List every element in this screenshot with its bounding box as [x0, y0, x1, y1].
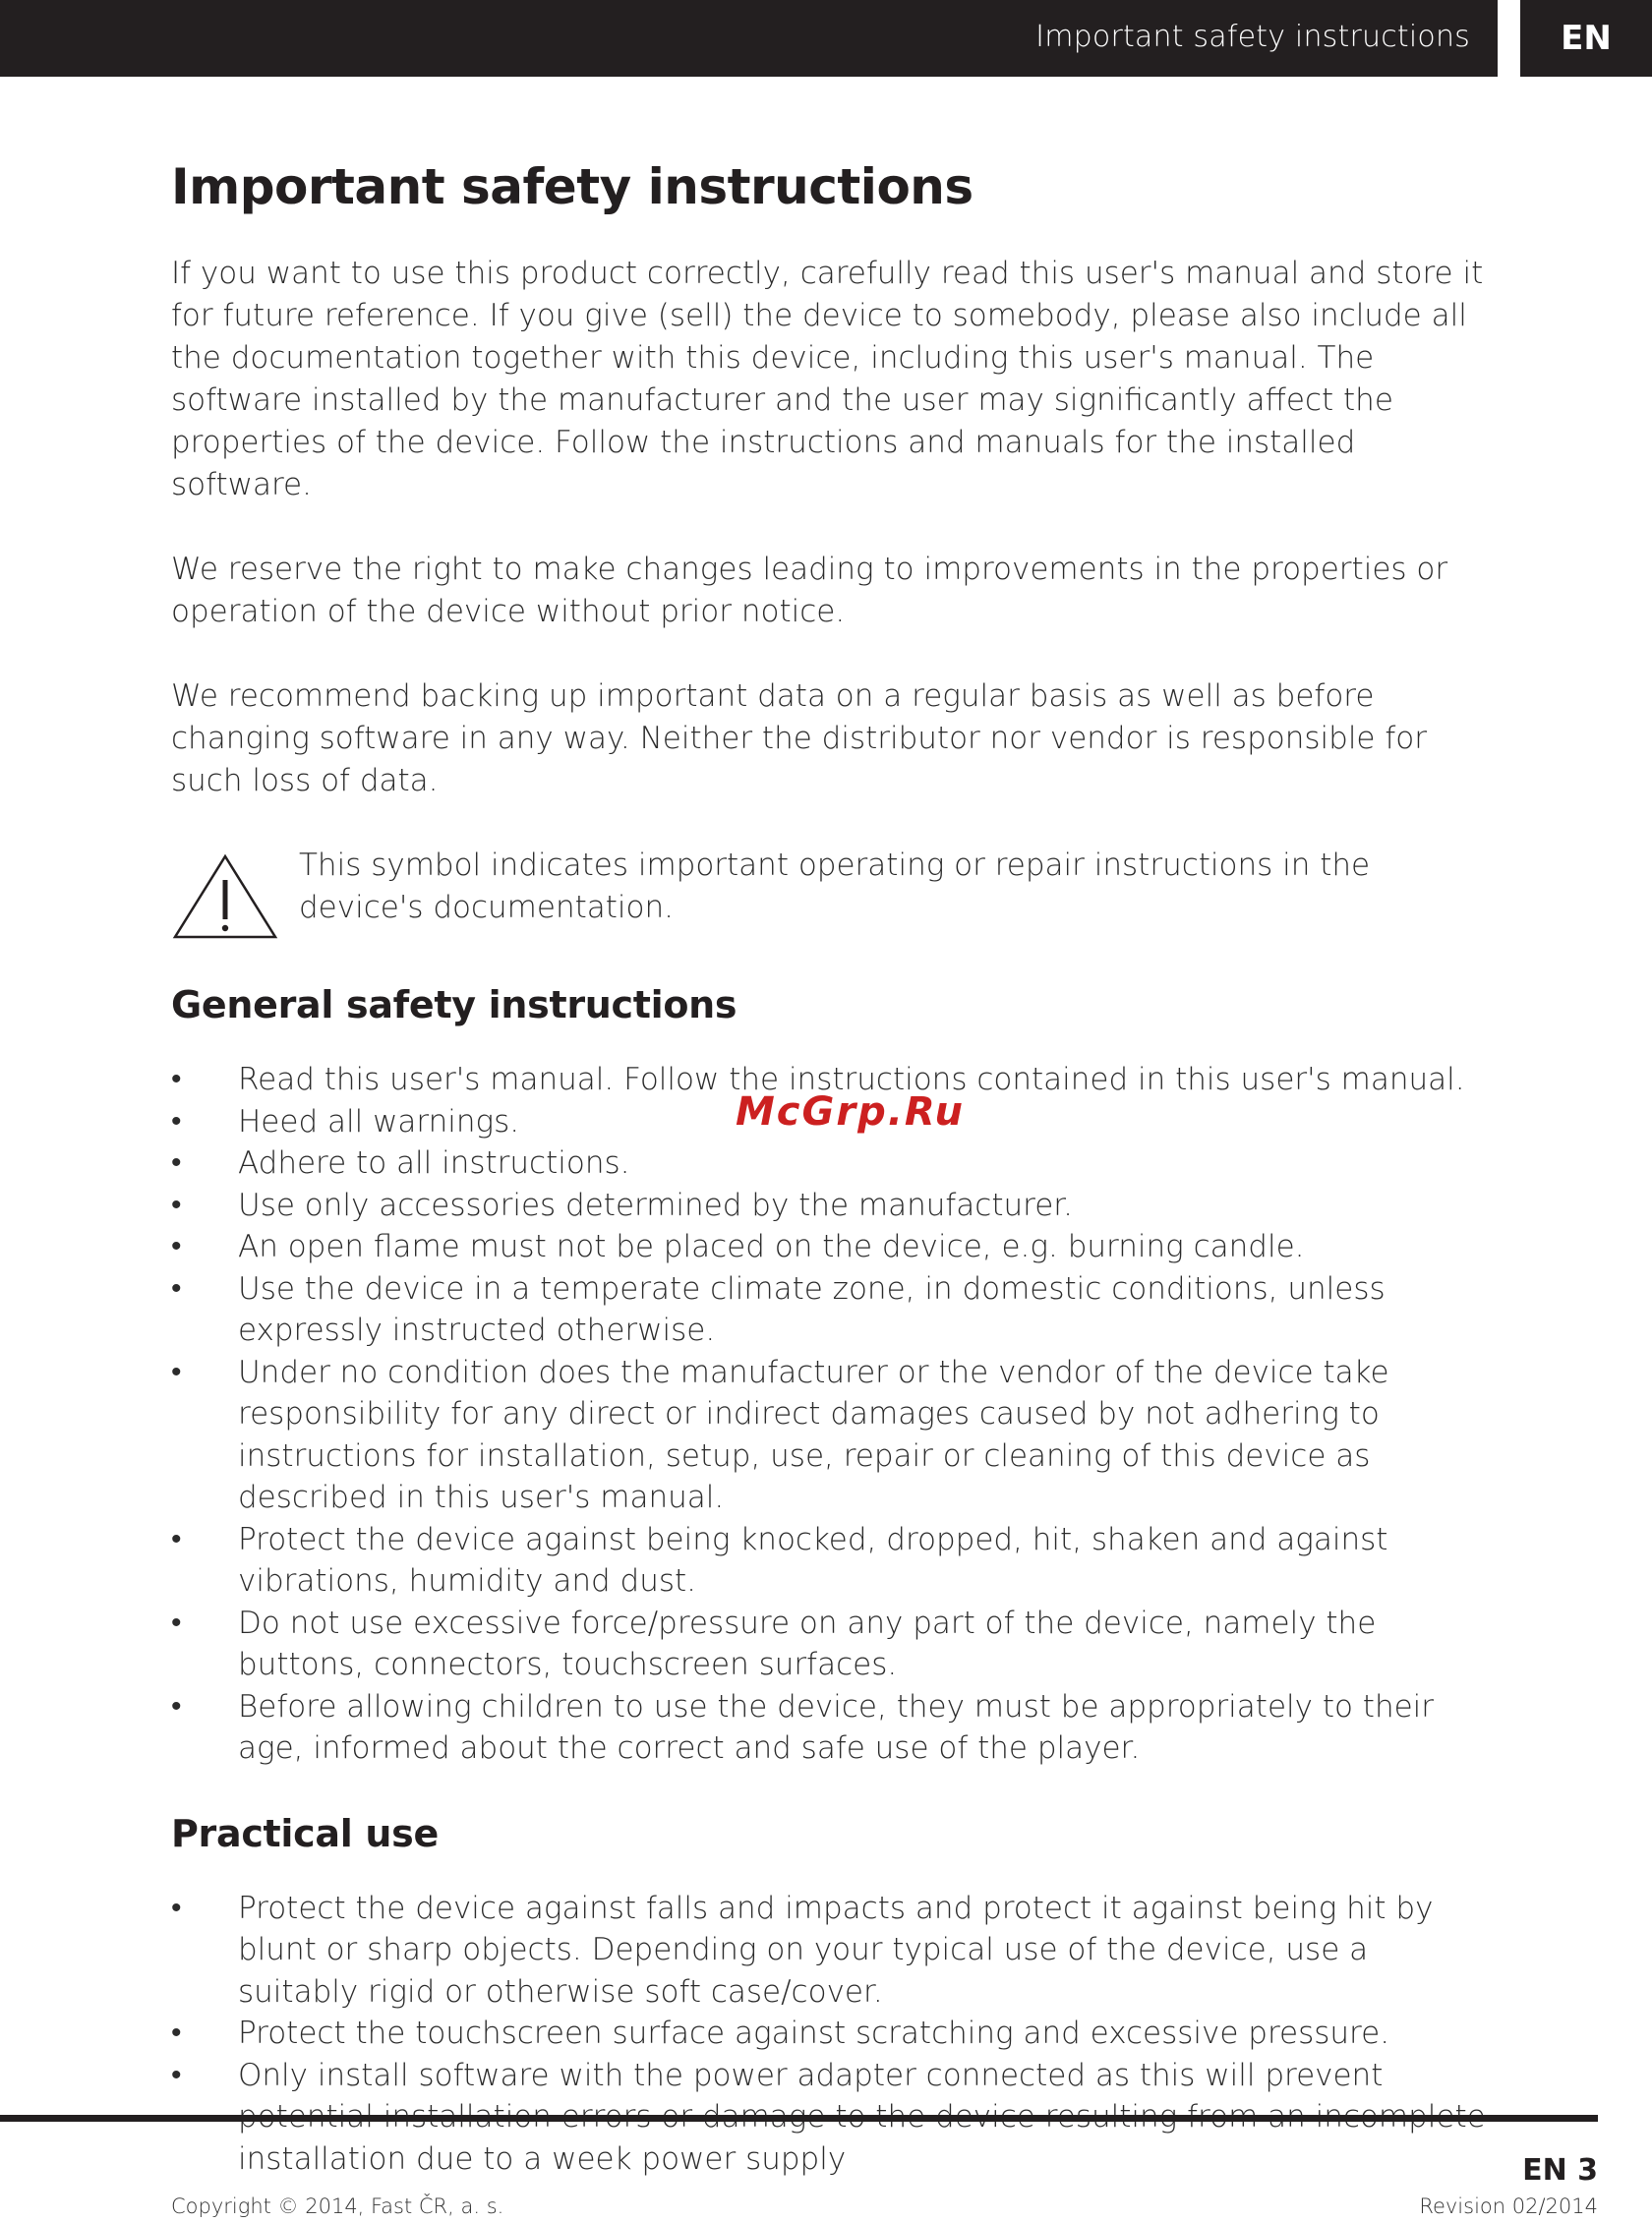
list-item: • Only install software with the power adapter connected as this will prevent installation due to a week power supply [171, 2057, 1384, 2177]
watermark: McGrp.Ru [736, 1089, 965, 1135]
general-list [171, 1059, 1489, 1770]
changes-paragraph: We reserve the right to make changes leading to improvements in the properties or operation of the device without prior notice. [171, 552, 1448, 629]
page-title: Important safety instructions [171, 158, 974, 215]
copyright-text: Copyright © 2014, Fast ČR, a. s. [171, 2194, 504, 2218]
list-item: • Under no condition does the manufacturer or the vendor of the device take responsibility for any direct or indirect damages caused by not adhering to instructions for installation, setup, use, repair or cleaning of this device as described in this user's manual. [171, 1354, 1389, 1515]
list-item: • Read this user's manual. Follow the instructions contained in this user's manual. [171, 1062, 1465, 1097]
practical-list [171, 1888, 1489, 2181]
warning-triangle-icon [171, 852, 279, 941]
header-bar [0, 0, 1498, 77]
main-content [171, 152, 1489, 2180]
list-item: • Do not use excessive force/pressure on any part of the device, namely the buttons, connectors, touchscreen surfaces. [171, 1605, 1377, 1682]
list-item: • Adhere to all instructions. [171, 1145, 630, 1181]
footer-rule [0, 2115, 1598, 2122]
list-item: • Protect the device against falls and impacts and protect it against being hit by blunt or sharp objects. Depending on your typical use of the device, use a suitably rigid or otherwise soft case/cover. [171, 1890, 1434, 2010]
list-item: • Protect the device against being knocked, dropped, hit, shaken and against vibrations, humidity and dust. [171, 1521, 1388, 1599]
practical-heading: Practical use [171, 1811, 439, 1855]
list-item: • Before allowing children to use the device, they must be appropriately to their age, informed about the correct and safe use of the player. [171, 1688, 1435, 1766]
list-item: • Protect the touchscreen surface against scratching and excessive pressure. [171, 2016, 1390, 2051]
list-item: • Heed all warnings. [171, 1103, 520, 1140]
list-item: • An open flame must not be placed on the device, e.g. burning candle. [171, 1229, 1305, 1264]
page-number: EN 3 [1522, 2153, 1598, 2188]
general-heading: General safety instructions [171, 983, 738, 1026]
warning-note [171, 845, 1489, 941]
revision-text: Revision 02/2014 [1419, 2194, 1598, 2218]
header-title: Important safety instructions [1035, 20, 1470, 54]
warning-text: This symbol indicates important operating or repair instructions in the device's documentation. [299, 848, 1371, 925]
intro-paragraph: If you want to use this product correctly, carefully read this user's manual and store it for future reference. If you give (sell) the device to somebody, please also include all the documentation together with this device, including this user's manual. The software installed by the manufacturer and the user may significantly affect the properties of the device. Follow the instructions and manuals for the installed software. [171, 256, 1484, 502]
backup-paragraph: We recommend backing up important data on a regular basis as well as before changing software in any way. Neither the distributor nor vendor is responsible for such loss of data. [171, 678, 1427, 798]
language-badge: EN [1520, 0, 1652, 77]
list-item: • Use the device in a temperate climate zone, in domestic conditions, unless expressly instructed otherwise. [171, 1270, 1386, 1348]
list-item: • Use only accessories determined by the manufacturer. [171, 1187, 1074, 1223]
